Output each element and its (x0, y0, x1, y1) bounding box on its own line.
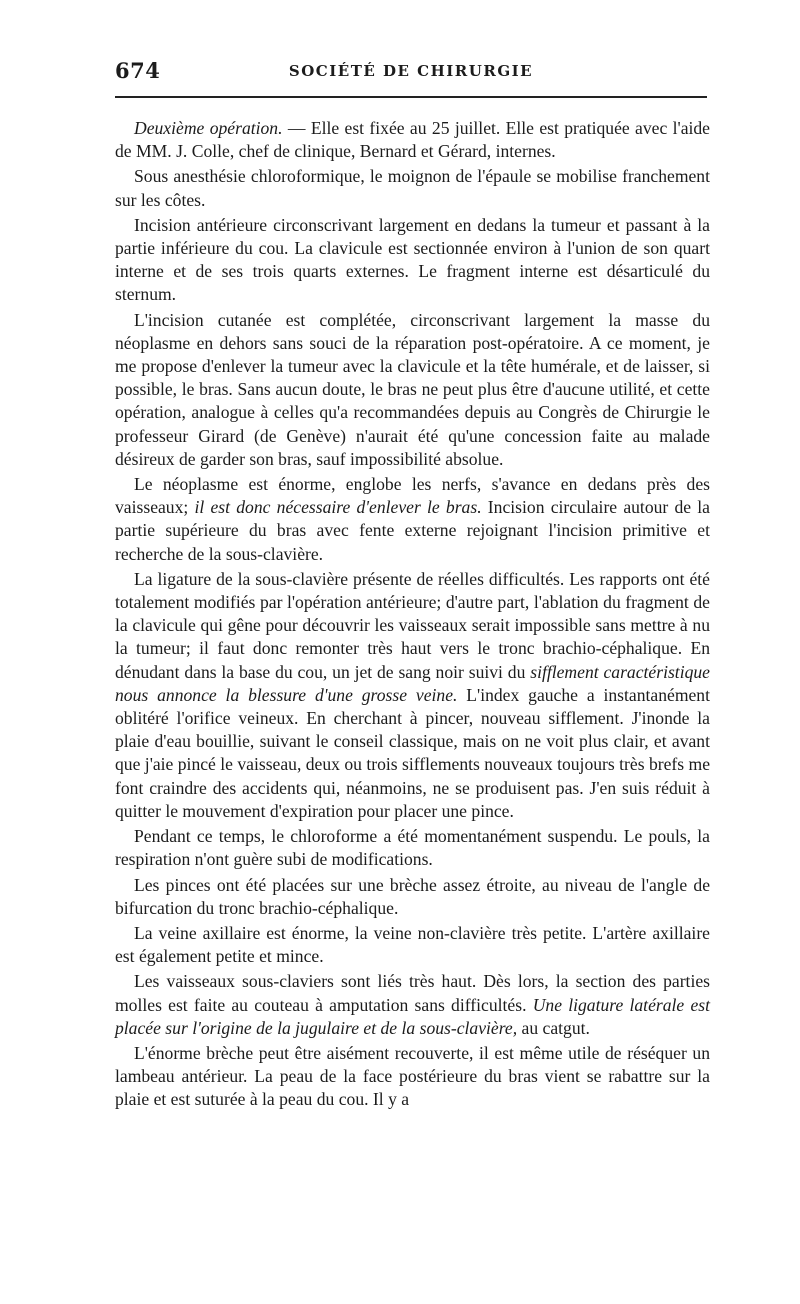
paragraph-8 (115, 874, 710, 920)
italic-phrase: il est donc nécessaire d'enlever le bras. (194, 497, 482, 518)
paragraph-text: La ligature de la sous-clavière présente de réelles difficultés. Les rapports ont été totalement modifiés par l'opération antérieure; d'autre part, l'ablation du fragment de la clavicule qui gêne pour découvrir les vaisseaux serait impossible sans mettre à nu la tumeur; il faut donc remonter très haut vers le tronc brachio-céphalique. En dénudant dans la base du cou, un jet de sang noir suivi du (115, 568, 710, 682)
paragraph-text: Les vaisseaux sous-claviers sont liés très haut. Dès lors, la section des parties molles est faite au couteau à amputation sans difficultés. (115, 971, 710, 1015)
paragraph-3 (115, 214, 710, 307)
paragraph-text: Sous anesthésie chloroformique, le moignon de l'épaule se mobilise franchement sur les côtes. (115, 166, 710, 210)
paragraph-text: L'énorme brèche peut être aisément recouverte, il est même utile de réséquer un lambeau antérieur. La peau de la face postérieure du bras vient se rabattre sur la plaie et est suturée à la peau du cou. Il y a (115, 1042, 710, 1110)
paragraph-7 (115, 825, 710, 871)
paragraph-11 (115, 1042, 710, 1112)
italic-phrase: sifflement caractéristique nous annonce la blessure d'une grosse veine. (115, 661, 710, 705)
page-number: 674 (115, 58, 161, 83)
paragraph-text: au catgut. (517, 1017, 590, 1038)
section-heading: Deuxième opération. (134, 118, 283, 138)
header-rule (115, 96, 707, 98)
paragraph-1 (115, 117, 710, 163)
italic-phrase: Une ligature latérale est placée sur l'origine de la jugulaire et de la sous-clavière, (115, 994, 710, 1038)
paragraph-text: Les pinces ont été placées sur une brèche assez étroite, au niveau de l'angle de bifurcation du tronc brachio-céphalique. (115, 874, 710, 918)
paragraph-6 (115, 568, 710, 823)
paragraph-9 (115, 922, 710, 968)
paragraph-text: La veine axillaire est énorme, la veine non-clavière très petite. L'artère axillaire est également petite et mince. (115, 922, 710, 967)
paragraph-4 (115, 309, 710, 471)
paragraph-10 (115, 970, 710, 1040)
paragraph-text: Le néoplasme est énorme, englobe les nerfs, s'avance en dedans près des vaisseaux; (115, 474, 710, 518)
paragraph-text: Pendant ce temps, le chloroforme a été momentanément suspendu. Le pouls, la respiration n'ont guère subi de modifications. (115, 826, 710, 870)
paragraph-text: — Elle est fixée au 25 juillet. Elle est pratiquée avec l'aide de MM. J. Colle, chef de clinique, Bernard et Gérard, internes. (115, 118, 710, 162)
paragraph-text: L'index gauche a instantanément oblitéré l'orifice veineux. En cherchant à pincer, nouveau sifflement. J'inonde la plaie d'eau bouillie, suivant le conseil classique, mais on ne voit plus clair, et avant que j'aie pincé le vaisseau, deux ou trois sifflements nouveaux toujours très brefs me font craindre des accidents qui, néanmoins, ne se produisent pas. J'en suis réduit à quitter le mouvement d'expiration pour placer une pince. (115, 684, 711, 821)
body-text (115, 117, 710, 1114)
page-header (115, 58, 707, 86)
paragraph-text: Incision circulaire autour de la partie supérieure du bras avec fente externe rejoignant l'incision primitive et recherche de la sous-clavière. (115, 497, 710, 564)
paragraph-text: Incision antérieure circonscrivant largement en dedans la tumeur et passant à la partie inférieure du cou. La clavicule est sectionnée environ à l'union de son quart interne et de ses trois quarts externes. Le fragment interne est désarticulé du sternum. (115, 214, 710, 305)
running-title: SOCIÉTÉ DE CHIRURGIE (288, 62, 534, 80)
paragraph-5 (115, 473, 710, 566)
paragraph-2 (115, 165, 710, 211)
paragraph-text: L'incision cutanée est complétée, circonscrivant largement la masse du néoplasme en dehors sans souci de la réparation post-opératoire. A ce moment, je me propose d'enlever la tumeur avec la clavicule et la tête humérale, et de laisser, si possible, le bras. Sans aucun doute, le bras ne peut plus être d'aucune utilité, et cette opération, analogue à celles qu'a recommandées depuis au Congrès de Chirurgie le professeur Girard (de Genève) n'aurait été qu'une concession faite au malade désireux de garder son bras, sauf impossibilité absolue. (115, 309, 710, 469)
